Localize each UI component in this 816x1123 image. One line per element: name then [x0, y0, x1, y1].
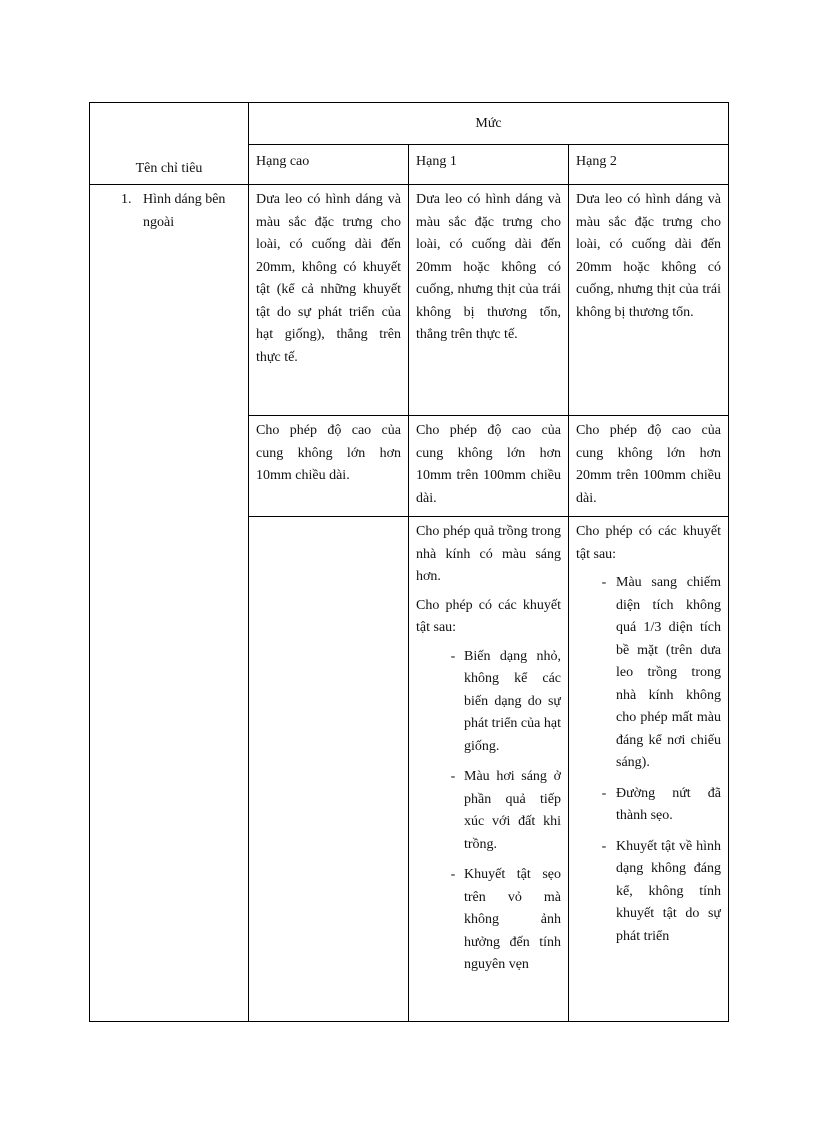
header-criterion-label: Tên chỉ tiêu	[135, 160, 203, 176]
defect-text: Biến dạng nhỏ, không kể các biến dạng do sự phát triển của hạt giống.	[464, 648, 561, 754]
row2-hang-cao-text: Cho phép độ cao của cung không lớn hơn 10mm chiều dài.	[256, 423, 401, 483]
dash-bullet: -	[450, 867, 456, 882]
row1-hang-1-text: Dưa leo có hình dáng và màu sắc đặc trưng cho loài, có cuống dài đến 20mm hoặc không có cuống, nhưng thịt của trái không bị thương tổn, thẳng trên thực tế.	[416, 192, 561, 342]
row1-hang-2-text: Dưa leo có hình dáng và màu sắc đặc trưng cho loài, có cuống dài đến 20mm hoặc không có cuống, nhưng thịt của trái không bị thương tổn.	[576, 192, 721, 320]
list-item	[576, 836, 721, 949]
row3-hang-1-cell	[409, 517, 569, 1022]
criterion-name: Hình dáng bên ngoài	[143, 192, 226, 230]
dash-bullet: -	[450, 648, 456, 664]
header-row-top	[90, 103, 729, 145]
header-criterion-cell	[90, 103, 249, 185]
row2-hang-1-cell	[409, 416, 569, 517]
row1-hang-2-cell	[569, 185, 729, 416]
row2-hang-cao-cell	[249, 416, 409, 517]
row3-hang-1-intro-2: Cho phép có các khuyết tật sau:	[416, 597, 561, 635]
defect-text: Khuyết tật về hình dạng không đáng kể, không tính khuyết tật do sự phát triển	[616, 838, 721, 944]
header-level-cell	[249, 103, 729, 145]
dash-bullet: -	[450, 769, 456, 784]
row2-hang-1-text: Cho phép độ cao của cung không lớn hơn 10mm trên 100mm chiều dài.	[416, 423, 561, 506]
quality-spec-table	[89, 102, 729, 1022]
criterion-number: 1.	[121, 192, 132, 207]
defect-text: Màu hơi sáng ở phần quả tiếp xúc với đất khi trồng.	[464, 769, 561, 852]
row1-hang-1-cell	[409, 185, 569, 416]
defect-text: Đường nứt đã thành sẹo.	[616, 785, 721, 823]
header-grade-cell	[249, 145, 409, 185]
defect-text: Màu sang chiếm diện tích không quá 1/3 diện tích bề mặt (trên dưa leo trồng trong nhà kính không cho phép mất màu đáng kể nơi chiếu sáng).	[616, 575, 721, 770]
criterion-item	[97, 189, 241, 234]
row3-hang-1-content	[416, 521, 561, 1017]
dash-bullet: -	[601, 838, 607, 854]
row3-hang-1-intro-1: Cho phép quả trồng trong nhà kính có màu sáng hơn.	[416, 524, 561, 584]
list-item	[576, 572, 721, 775]
header-grade-hang-2: Hạng 2	[576, 154, 617, 169]
row3-hang-2-cell	[569, 517, 729, 1022]
row3-hang-cao-cell	[249, 517, 409, 1022]
table-row	[90, 185, 729, 416]
header-level-label: Mức	[475, 116, 502, 132]
header-grade-cell	[569, 145, 729, 185]
criterion-cell	[90, 185, 249, 1022]
row3-hang-2-intro: Cho phép có các khuyết tật sau:	[576, 524, 721, 562]
row3-hang-1-defect-list	[416, 646, 561, 977]
row2-hang-2-text: Cho phép độ cao của cung không lớn hơn 20mm trên 100mm chiều dài.	[576, 423, 721, 506]
header-grade-cell	[409, 145, 569, 185]
list-item	[576, 783, 721, 828]
header-grade-hang-cao: Hạng cao	[256, 154, 310, 169]
dash-bullet: -	[601, 575, 607, 590]
list-item	[416, 766, 561, 856]
header-grade-hang-1: Hạng 1	[416, 154, 457, 169]
row1-hang-cao-cell	[249, 185, 409, 416]
list-item	[416, 864, 561, 977]
row3-hang-2-defect-list	[576, 572, 721, 948]
row3-hang-2-content	[576, 521, 721, 1017]
row1-hang-cao-text: Dưa leo có hình dáng và màu sắc đặc trưng cho loài, có cuống dài đến 20mm, không có khuyết tật (kể cả những khuyết tật do sự phát triển của hạt giống), thẳng trên thực tế.	[256, 192, 401, 365]
dash-bullet: -	[601, 785, 607, 801]
defect-text: Khuyết tật sẹo trên vỏ mà không ảnh hưởng đến tính nguyên vẹn	[464, 867, 561, 972]
list-item	[416, 646, 561, 759]
row2-hang-2-cell	[569, 416, 729, 517]
